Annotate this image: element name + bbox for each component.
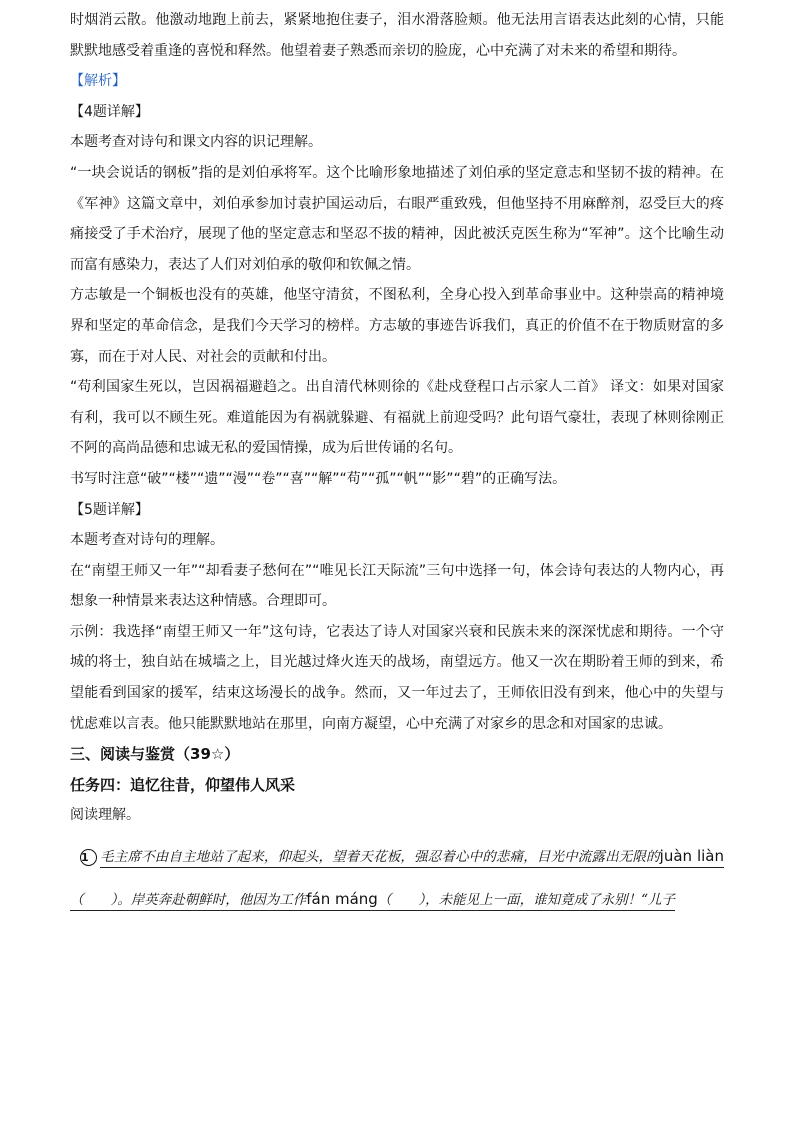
reading-passage [70, 835, 724, 921]
passage-text-2: 。岸英奔赴朝鲜时，他因为工作 [117, 892, 306, 911]
q4-intro: 本题考查对诗句和课文内容的识记理解。 [70, 134, 322, 151]
reading-instruction: 阅读理解。 [70, 807, 140, 824]
q4-liu-bocheng-paragraph: “一块会说话的钢板”指的是刘伯承将军。这个比喻形象地描述了刘伯承的坚定意志和坚韧不拔的精神。在《军神》这篇文章中，刘伯承参加讨袁护国运动后，右眼严重致残，但他坚持不用麻醉剂，忍受巨大的疼痛接受了手术治疗，展现了他的坚定意志和坚忍不拔的精神，因此被沃克医生称为“军神”。这个比喻生动而富有感染力，表达了人们对刘伯承的敬仰和钦佩之情。 [70, 164, 724, 273]
passage-text-3: ，未能见上一面，谁知竟成了永别！“儿子 [425, 892, 675, 911]
section-heading: 三、阅读与鉴赏（39☆） [70, 745, 240, 764]
task-heading: 任务四：追忆往昔，仰望伟人风采 [70, 775, 296, 794]
q4-detail-heading: 【4题详解】 [70, 103, 149, 120]
passage-text-1: 毛主席不由自主地站了起来，仰起头，望着天花板，强忍着心中的悲痛，目光中流露出无限的 [100, 849, 660, 868]
q5-intro: 本题考查对诗句的理解。 [70, 532, 224, 549]
answer-blank-1[interactable]: （ ） [70, 892, 117, 911]
analysis-label: 【解析】 [70, 73, 126, 90]
answer-blank-2[interactable]: （ ） [378, 892, 425, 911]
q5-example-paragraph: 示例：我选择“南望王师又一年”这句诗，它表达了诗人对国家兴衰和民族未来的深深忧虑和期待。一个守城的将士，独自站在城墙之上，目光越过烽火连天的战场，南望远方。他又一次在期盼着王师的到来，希望能看到国家的援军，结束这场漫长的战争。然而，又一年过去了，王师依旧没有到来，他心中的失望与忧虑难以言表。他只能默默地站在那里，向南方凝望，心中充满了对家乡的思念和对国家的忠诚。 [70, 623, 724, 732]
q5-detail-heading: 【5题详解】 [70, 501, 149, 518]
story-ending-paragraph: 时烟消云散。他激动地跑上前去，紧紧地抱住妻子，泪水滑落脸颊。他无法用言语表达此刻的心情，只能默默地感受着重逢的喜悦和释然。他望着妻子熟悉而亲切的脸庞，心中充满了对未来的希望和期待。 [70, 12, 724, 59]
q5-instruction-paragraph: 在“南望王师又一年”“却看妻子愁何在”“唯见长江天际流”三句中选择一句，体会诗句表达的人物内心，再想象一种情景来表达这种情感。合理即可。 [70, 562, 724, 610]
pinyin-juanlian: juàn liàn [660, 847, 724, 868]
paragraph-number-badge: 1 [80, 849, 97, 866]
document-content [70, 0, 724, 921]
pinyin-fanmang: fán máng [306, 890, 378, 911]
q4-writing-note: 书写时注意“破”“楼”“遗”“漫”“卷”“喜”“解”“苟”“孤”“帆”“影”“碧”的正确写法。 [70, 470, 567, 487]
q4-lin-zexu-paragraph: “苟利国家生死以，岂因祸福避趋之。出自清代林则徐的《赴戍登程口占示家人二首》 译文：如果对国家有利，我可以不顾生死。难道能因为有祸就躲避、有福就上前迎受吗？此句语气豪壮，表现了林则徐刚正不阿的高尚品德和忠诚无私的爱国情操，成为后世传诵的名句。 [70, 379, 724, 457]
q4-fang-zhimin-paragraph: 方志敏是一个铜板也没有的英雄，他坚守清贫，不图私利，全身心投入到革命事业中。这种崇高的精神境界和坚定的革命信念，是我们今天学习的榜样。方志敏的事迹告诉我们，真正的价值不在于物质财富的多寡，而在于对人民、对社会的贡献和付出。 [70, 287, 724, 365]
